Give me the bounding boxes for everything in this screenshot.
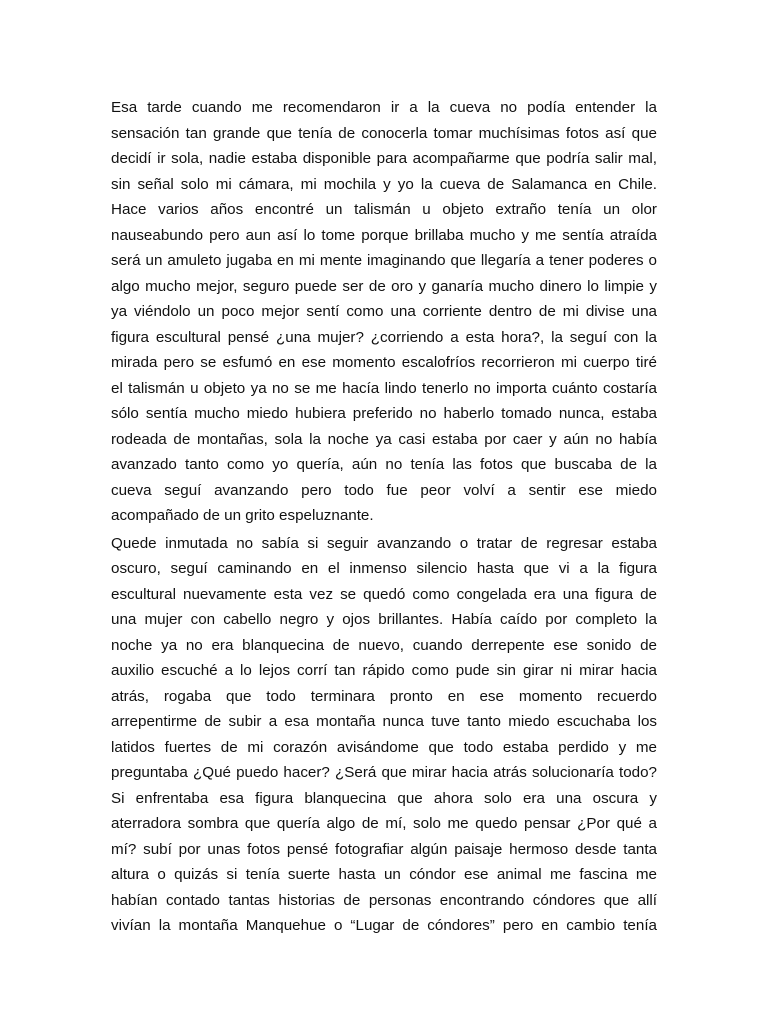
text-line: será un amuleto jugaba en mi mente imaginando que llegaría a tener poderes o	[111, 252, 657, 269]
text-line: arrepentirme de subir a esa montaña nunca tuve tanto miedo escuchaba los	[111, 713, 657, 730]
text-line: vivían la montaña Manquehue o “Lugar de cóndores” pero en cambio tenía	[111, 917, 657, 934]
text-line: Esa tarde cuando me recomendaron ir a la cueva no podía entender la	[111, 99, 657, 116]
text-line: aterradora sombra que quería algo de mí, solo me quedo pensar ¿Por qué a	[111, 815, 657, 832]
text-line: Si enfrentaba esa figura blanquecina que ahora solo era una oscura y	[111, 789, 657, 807]
paragraph	[111, 531, 657, 939]
text-line: nauseabundo pero aun así lo tome porque brillaba mucho y me sentía atraída	[111, 226, 657, 244]
text-line: decidí ir sola, nadie estaba disponible para acompañarme que podría salir mal,	[111, 150, 657, 167]
text-line: Quede inmutada no sabía si seguir avanzando o tratar de regresar estaba	[111, 534, 657, 552]
text-line: sólo sentía mucho miedo hubiera preferido no haberlo tomado nunca, estaba	[111, 405, 657, 422]
text-line: preguntaba ¿Qué puedo hacer? ¿Será que mirar hacia atrás solucionaría todo?	[111, 764, 657, 781]
text-line: sensación tan grande que tenía de conocerla tomar muchísimas fotos así que	[111, 124, 657, 142]
text-line: el talismán u objeto ya no se me hacía lindo tenerlo no importa cuánto costaría	[111, 379, 657, 397]
text-line: acompañado de un grito espeluznante.	[111, 507, 374, 524]
text-line: cueva seguí avanzando pero todo fue peor volví a sentir ese miedo	[111, 481, 657, 499]
text-line: mí? subí por unas fotos pensé fotografiar algún paisaje hermoso desde tanta	[111, 840, 657, 858]
text-line: ya viéndolo un poco mejor sentí como una corriente dentro de mi divise una	[111, 303, 657, 320]
text-line: noche ya no era blanquecina de nuevo, cuando derrepente ese sonido de	[111, 636, 657, 654]
paragraph	[111, 95, 657, 529]
text-line: atrás, rogaba que todo terminara pronto en ese momento recuerdo	[111, 687, 657, 705]
text-line: habían contado tantas historias de personas encontrando cóndores que allí	[111, 891, 657, 909]
text-line: mirada pero se esfumó en ese momento escalofríos recorrieron mi cuerpo tiré	[111, 354, 657, 371]
text-line: escultural nuevamente esta vez se quedó como congelada era una figura de	[111, 585, 657, 603]
text-line: oscuro, seguí caminando en el inmenso silencio hasta que vi a la figura	[111, 560, 657, 577]
text-line: algo mucho mejor, seguro puede ser de oro y ganaría mucho dinero lo limpie y	[111, 277, 657, 295]
body-text	[111, 95, 657, 939]
text-line: sin señal solo mi cámara, mi mochila y yo la cueva de Salamanca en Chile.	[111, 175, 657, 193]
text-line: una mujer con cabello negro y ojos brillantes. Había caído por completo la	[111, 611, 657, 628]
text-line: figura escultural pensé ¿una mujer? ¿corriendo a esta hora?, la seguí con la	[111, 328, 657, 346]
text-line: Hace varios años encontré un talismán u objeto extraño tenía un olor	[111, 201, 657, 218]
text-line: rodeada de montañas, sola la noche ya casi estaba por caer y aún no había	[111, 430, 657, 448]
text-line: latidos fuertes de mi corazón avisándome que todo estaba perdido y me	[111, 738, 657, 756]
text-line: avanzado tanto como yo quería, aún no tenía las fotos que buscaba de la	[111, 456, 657, 473]
text-line: altura o quizás si tenía suerte hasta un cóndor ese animal me fascina me	[111, 866, 657, 883]
text-line: auxilio escuché a lo lejos corrí tan rápido como pude sin girar ni mirar hacia	[111, 662, 657, 679]
